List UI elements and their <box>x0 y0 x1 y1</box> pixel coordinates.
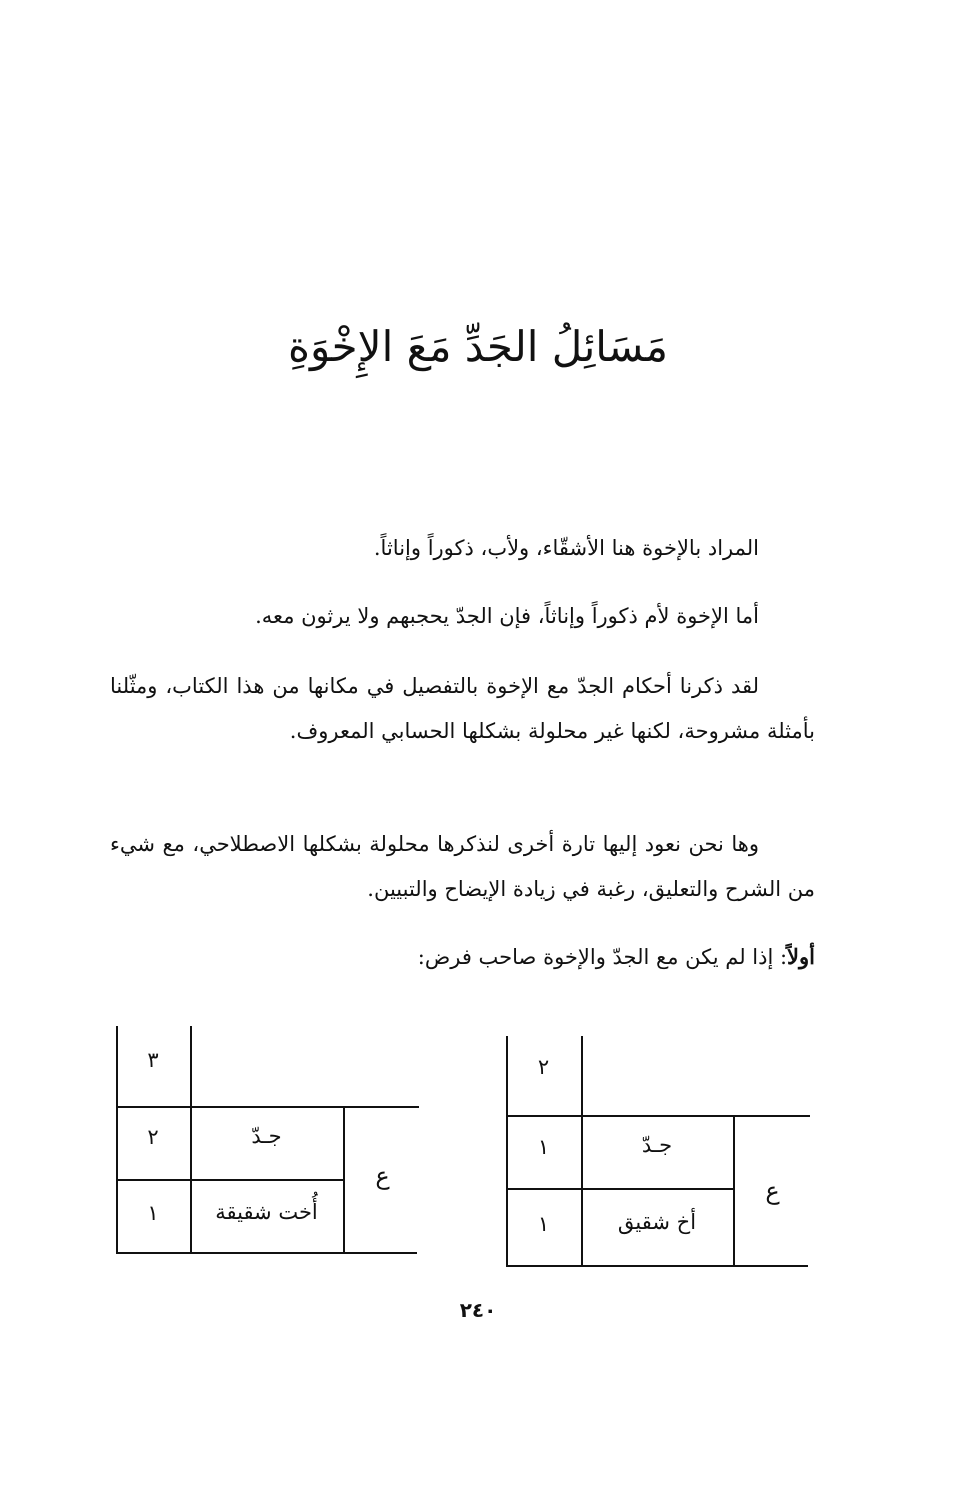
residuary-label: ع <box>765 1177 780 1205</box>
heir-label: أُخت شقيقة <box>215 1200 318 1224</box>
share-value: ١ <box>147 1201 159 1225</box>
paragraph-1: المراد بالإخوة هنا الأشقّاء، ولأب، ذكوراً وإناثاً. <box>373 536 759 560</box>
heir-label: جـدّ <box>641 1133 673 1157</box>
base-value: ٢ <box>537 1055 550 1079</box>
share-value: ٢ <box>147 1125 159 1149</box>
paragraph-3: لقد ذكرنا أحكام الجدّ مع الإخوة بالتفصيل في مكانها من هذا الكتاب، ومثّلنا بأمثلة مشروحة، لكنها غير محلولة بشكلها الحسابي المعروف. <box>110 674 815 743</box>
page-number: ٢٤٠ <box>459 1298 497 1322</box>
paragraph-5-lead: أولاً <box>787 944 815 969</box>
base-value: ٣ <box>147 1048 159 1072</box>
heir-label: أخ شقيق <box>617 1210 697 1234</box>
share-value: ١ <box>537 1212 550 1236</box>
page-title: مَسَائِلُ الجَدِّ مَعَ الإِخْوَةِ <box>287 322 669 371</box>
paragraph-5-text: : إذا لم يكن مع الجدّ والإخوة صاحب فرض: <box>417 945 788 969</box>
heir-label: جـدّ <box>251 1124 282 1148</box>
paragraph-5 <box>110 934 815 980</box>
residuary-label: ع <box>375 1162 390 1190</box>
paragraph-2: أما الإخوة لأم ذكوراً وإناثاً، فإن الجدّ يحجبهم ولا يرثون معه. <box>255 604 759 628</box>
paragraph-4: وها نحن نعود إليها تارة أخرى لنذكرها محلولة بشكلها الاصطلاحي، مع شيء من الشرح والتعليق، رغبة في زيادة الإيضاح والتبيين. <box>110 832 815 901</box>
share-value: ١ <box>537 1135 550 1159</box>
